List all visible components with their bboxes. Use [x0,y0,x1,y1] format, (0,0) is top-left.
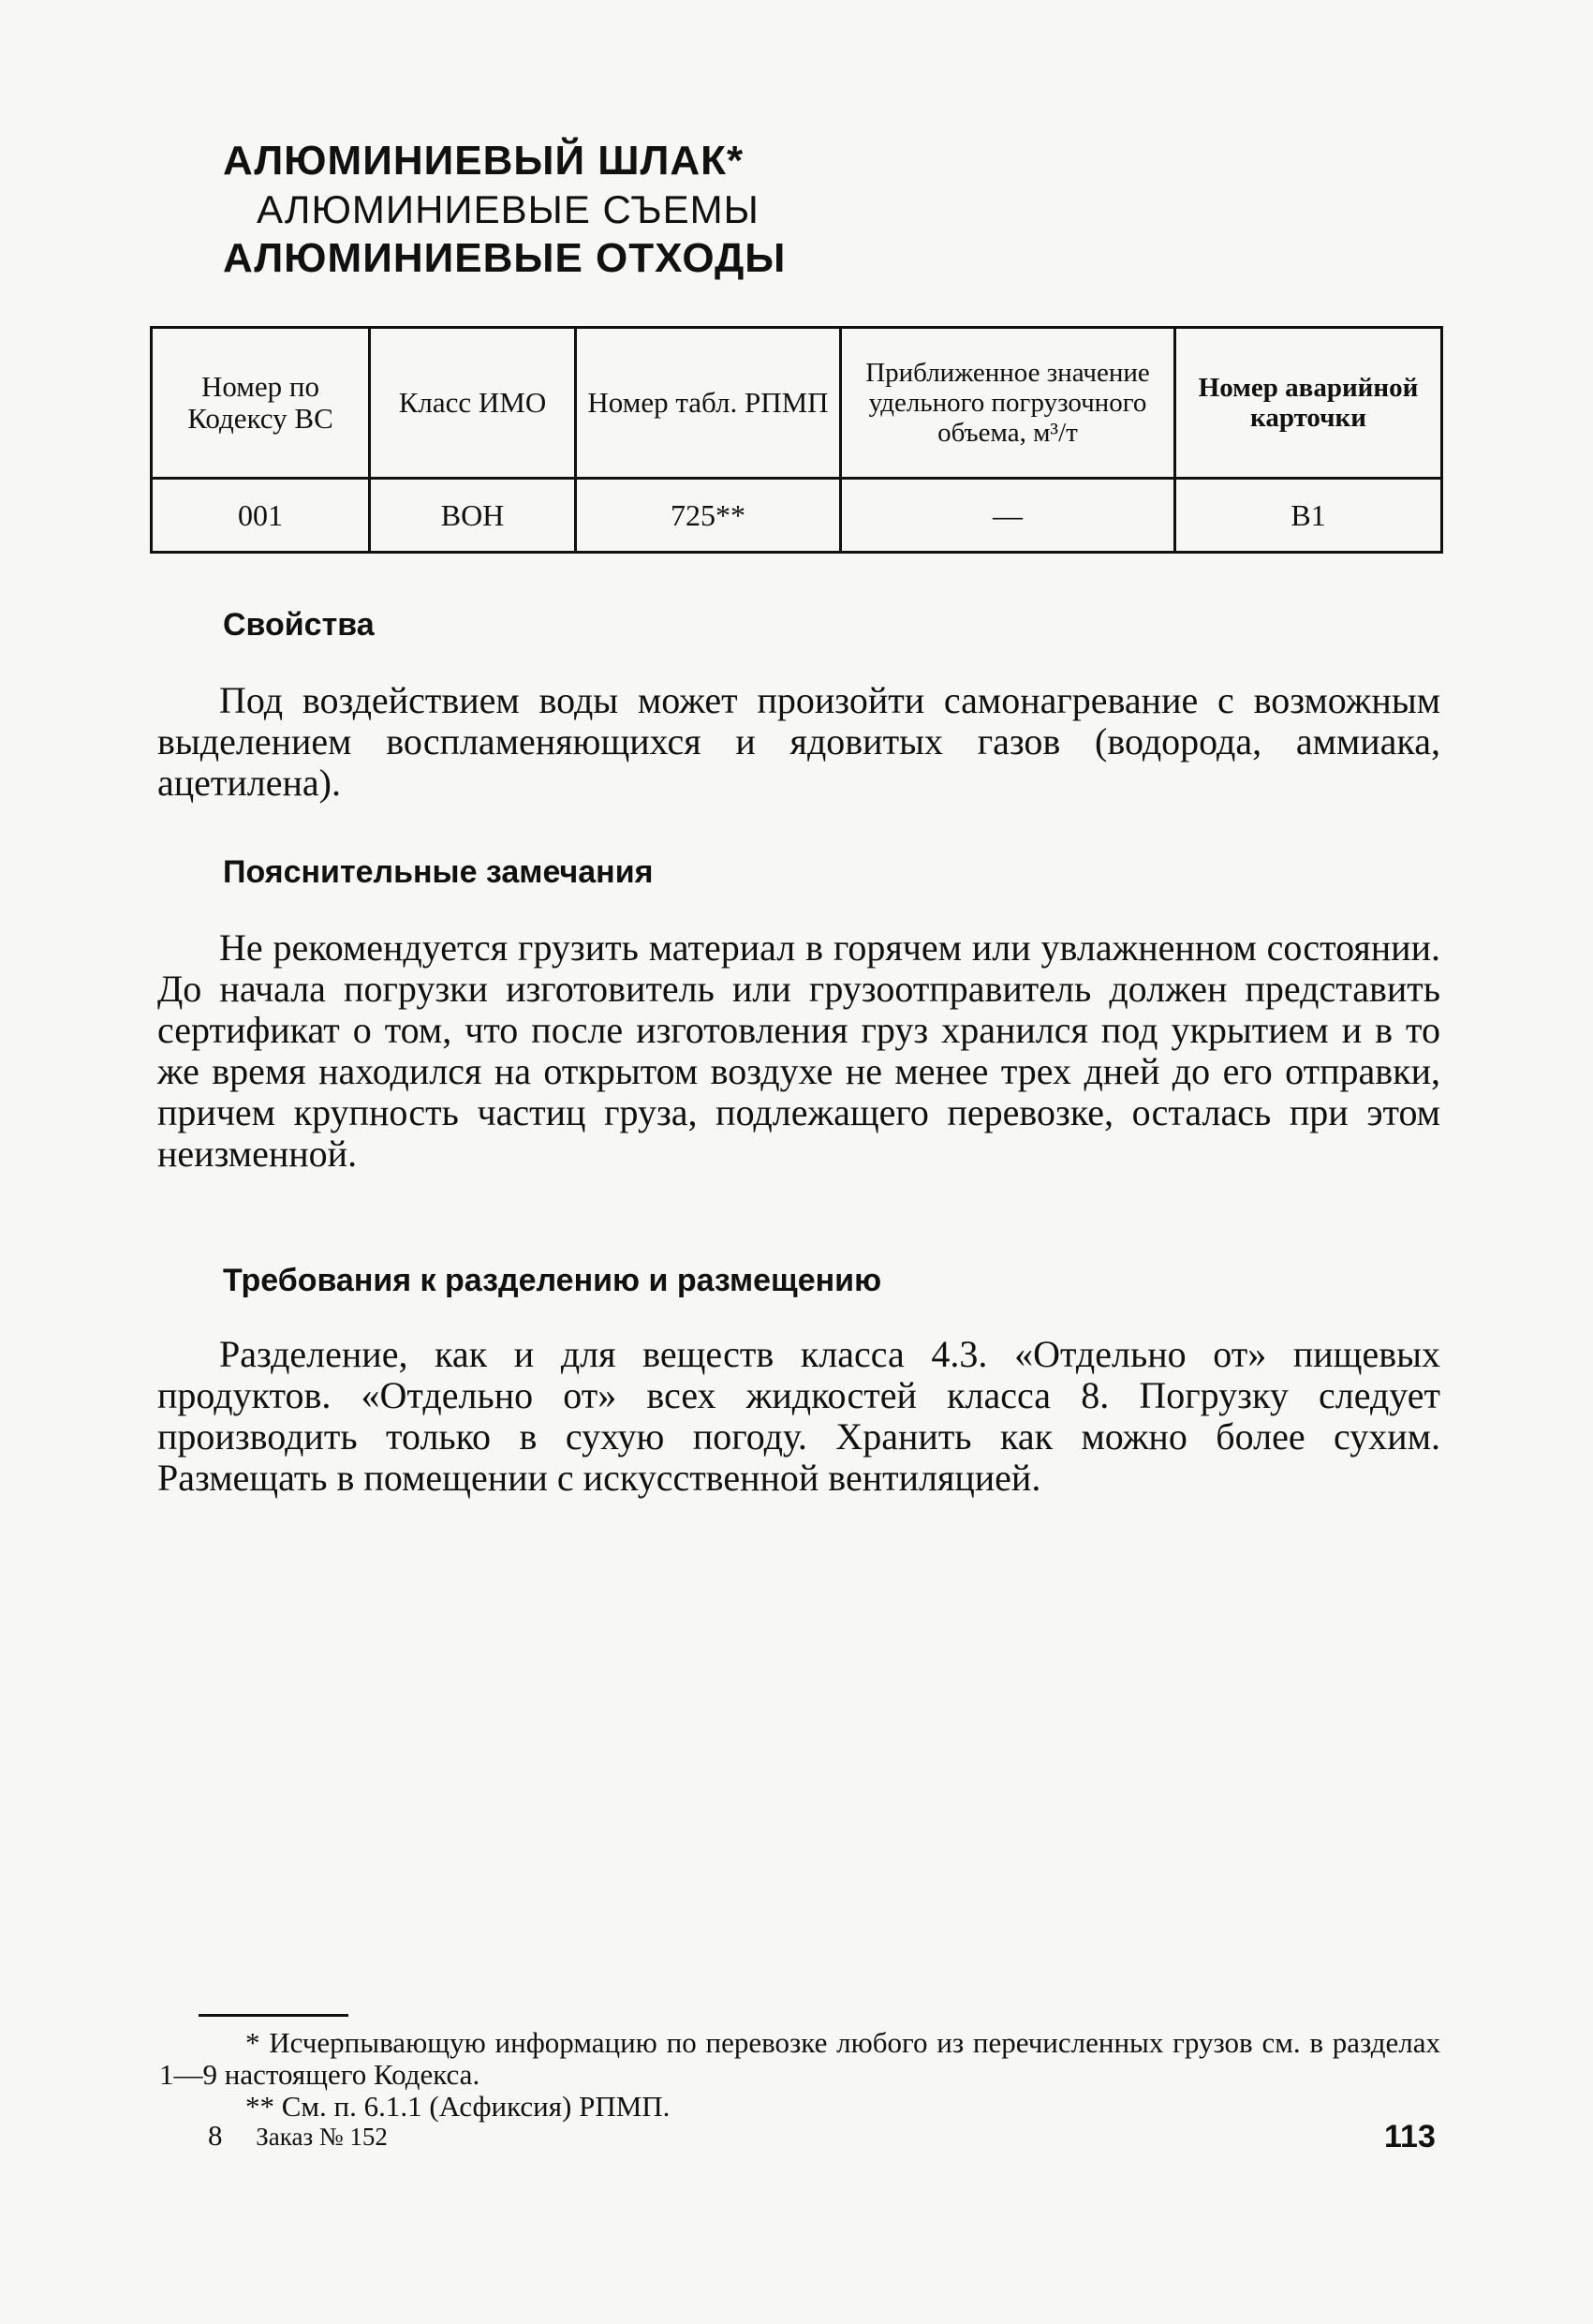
table-row [152,479,1442,553]
heading-properties: Свойства [223,607,375,643]
header-stowage-factor: Приближенное значение удельного погрузочного объема, м³/т [841,328,1175,479]
text-segregation: Разделение, как и для веществ класса 4.3. «Отдельно от» пищевых продуктов. «Отдельно от» всех жидкостей класса 8. Погрузку следует производить только в сухую погоду. Хранить как можно более сухим. Размещать в помещении с искусственной вентиляцией. [157,1333,1440,1499]
header-table-number: Номер табл. РПМП [576,328,841,479]
order-number: Заказ № 152 [256,2123,388,2151]
title-aluminium-waste: АЛЮМИНИЕВЫЕ ОТХОДЫ [223,235,787,281]
signature-number: 8 [208,2119,223,2152]
title-aluminium-slag: АЛЮМИНИЕВЫЙ ШЛАК* [223,138,745,184]
print-signature [208,2119,388,2153]
text-remarks: Не рекомендуется грузить материал в горячем или увлажненном состоянии. До начала погрузки изготовитель или грузоотправитель должен представить сертификат о том, что после изготовления груз хранился под укрытием и в то же время находился на открытом воздухе не менее трех дней до его отправки, причем крупность частиц груза, подлежащего перевозке, осталась при этом неизменной. [157,926,1440,1175]
heading-remarks: Пояснительные замечания [223,854,654,890]
heading-segregation: Требования к разделению и размещению [223,1263,882,1298]
header-code-number: Номер по Кодексу ВС [152,328,370,479]
cell-table-number: 725** [576,479,841,553]
cell-code-number: 001 [152,479,370,553]
title-aluminium-skimmings: АЛЮМИНИЕВЫЕ СЪЕМЫ [257,187,760,231]
cell-imo-class: ВОН [370,479,576,553]
footnote-divider [199,2014,348,2017]
text-properties: Под воздействием воды может произойти самонагревание с возможным выделением воспламеняющихся и ядовитых газов (водорода, аммиака, ацетилена). [157,679,1440,804]
cargo-spec-table [150,326,1443,554]
header-emergency-card: Номер аварийной карточки [1175,328,1442,479]
page-number: 113 [1384,2119,1436,2154]
footnote-1: * Исчерпывающую информацию по перевозке любого из перечисленных грузов см. в разделах 1—9 настоящего Кодекса. [159,2026,1440,2091]
cargo-titles [223,137,786,283]
footnote-2: ** См. п. 6.1.1 (Асфиксия) РПМП. [245,2090,671,2123]
cell-stowage-factor: — [841,479,1175,553]
table-header-row [152,328,1442,479]
header-imo-class: Класс ИМО [370,328,576,479]
cell-emergency-card: В1 [1175,479,1442,553]
